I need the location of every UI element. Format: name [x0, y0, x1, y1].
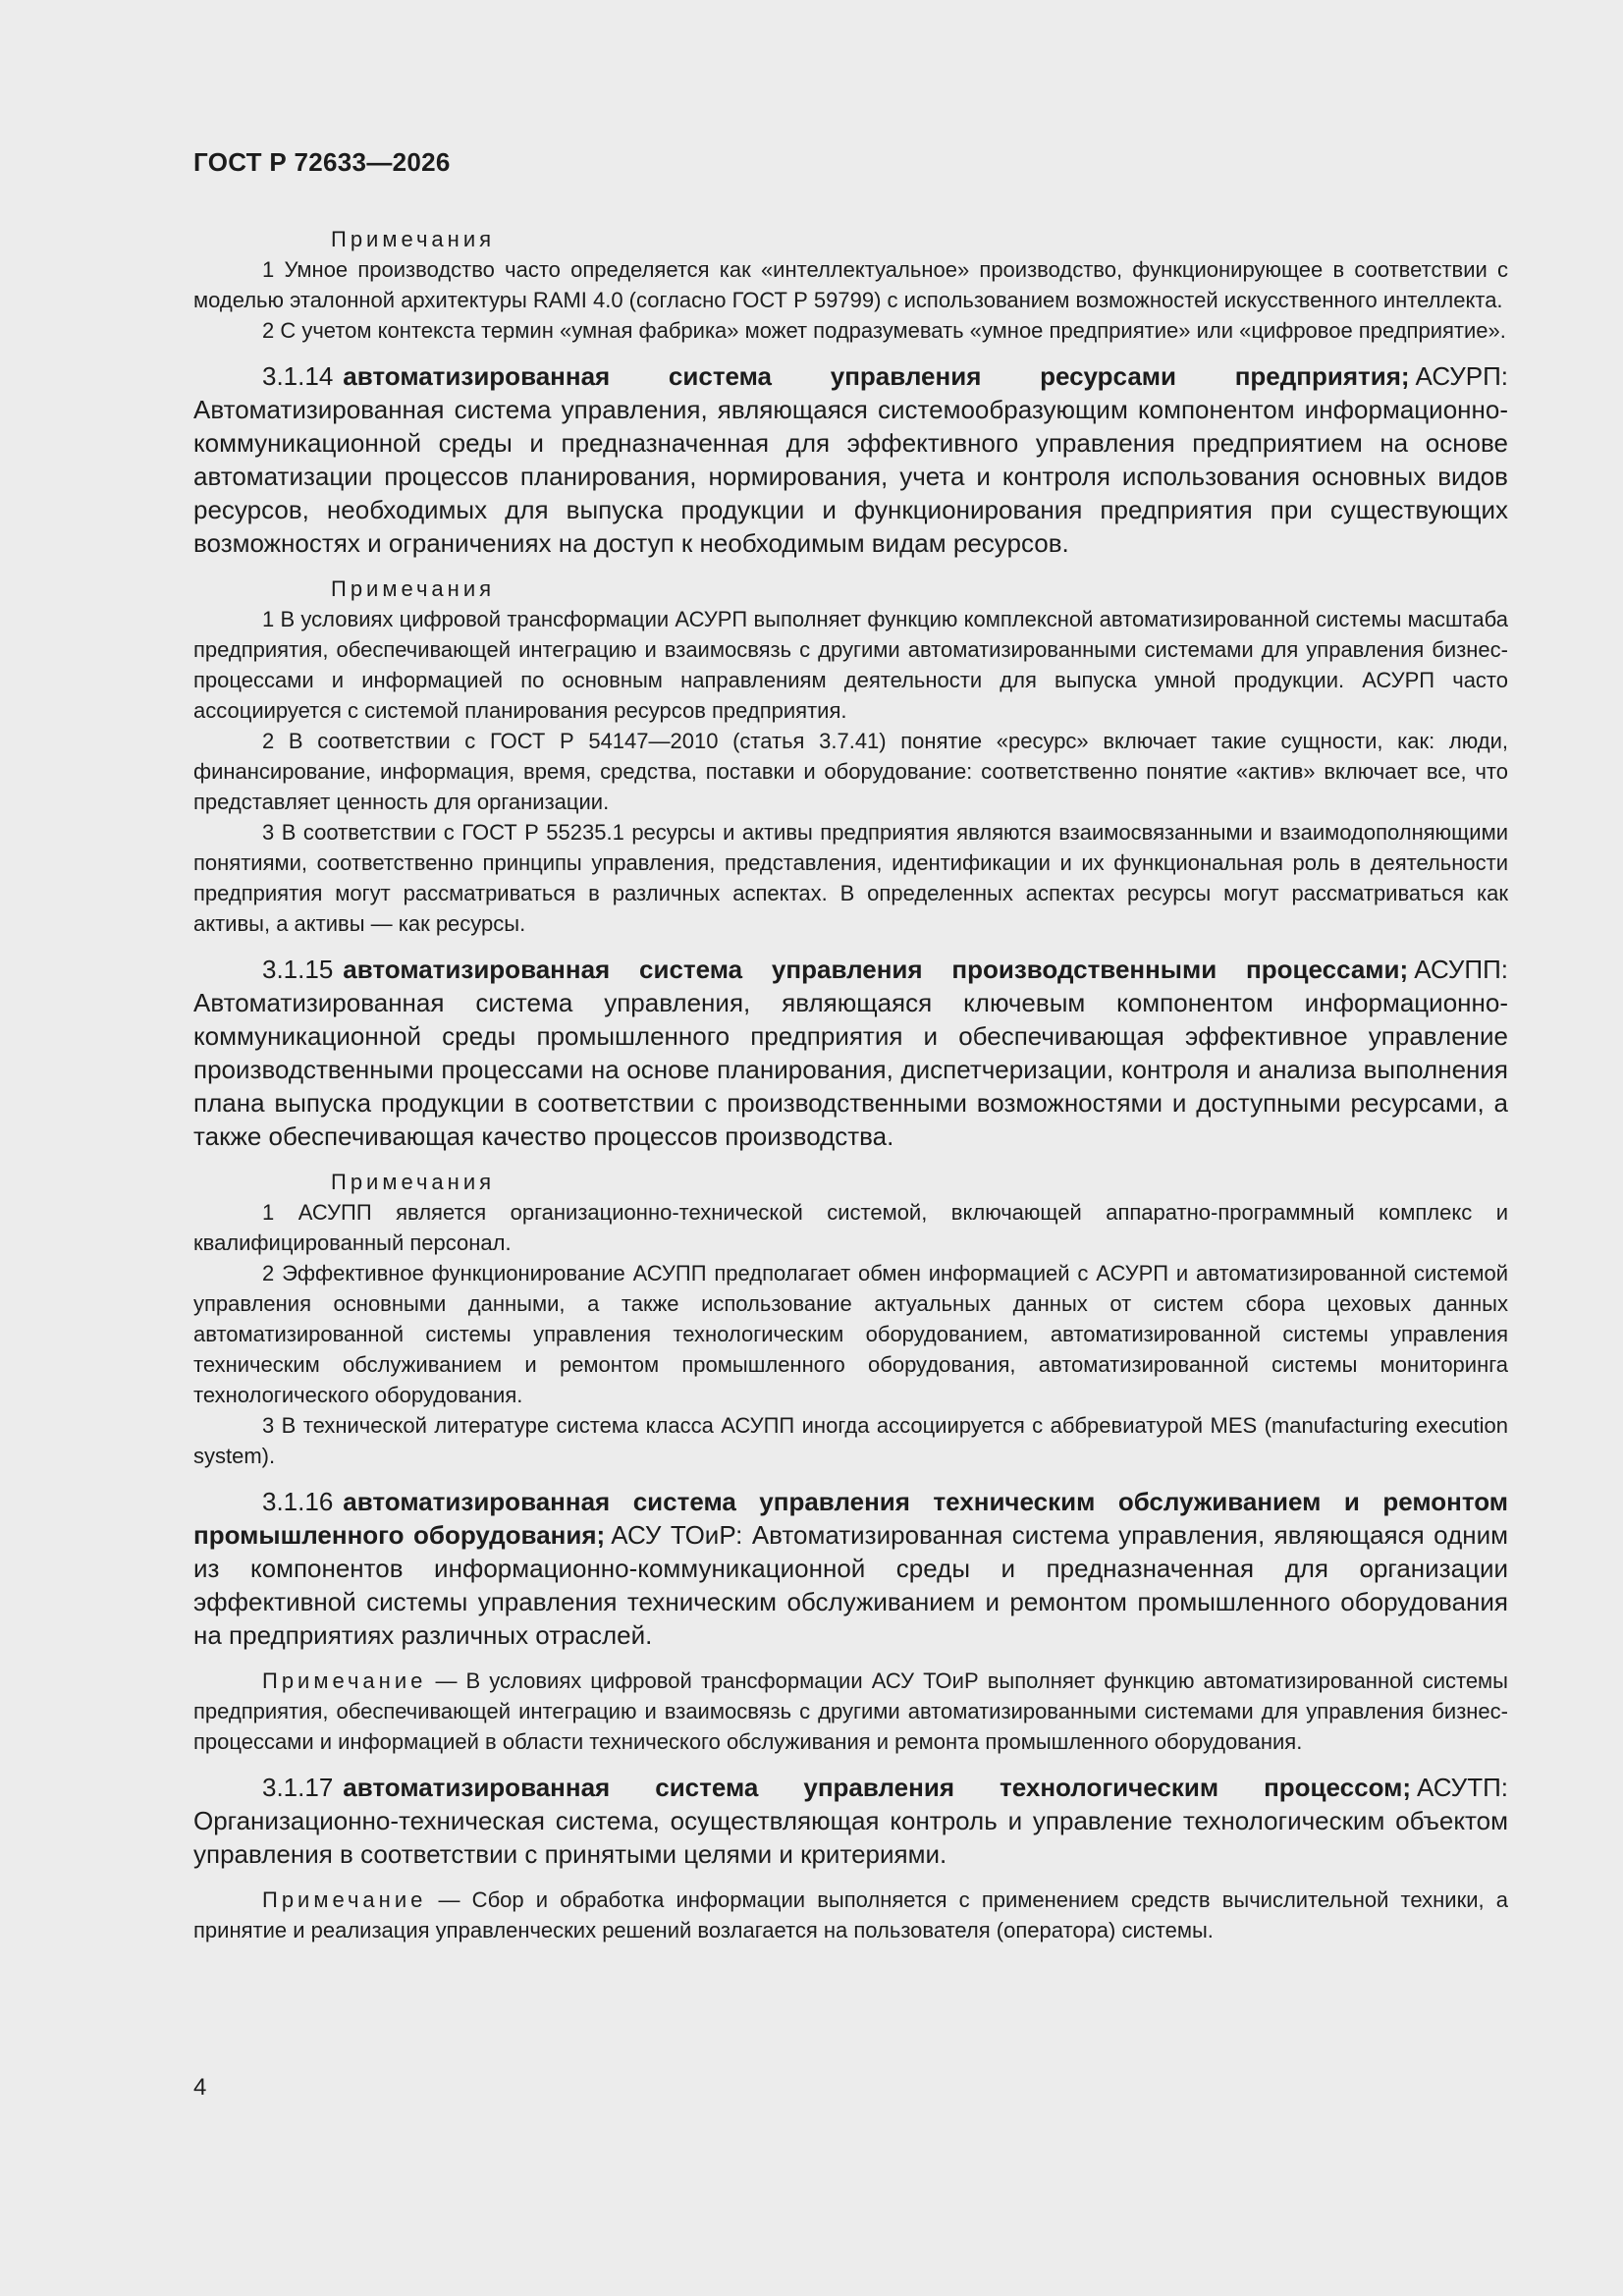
term-number: 3.1.15 [262, 955, 334, 984]
term-name: автоматизированная система управления ресурсами предприятия; [343, 361, 1410, 391]
note-item [193, 1666, 1508, 1757]
term-abbreviation: АСУРП: [1415, 361, 1508, 391]
note-title: Примечание [262, 1668, 427, 1693]
term-definition: Автоматизированная система управления, являющаяся ключевым компонентом информационно-коммуникационной среды промышленного предприятия и обеспечивающая эффективное управление производственными процессами на основе планирования, диспетчеризации, контроля и анализа выполнения плана выпуска продукции в соответствии с производственными возможностями и доступными ресурсами, а также обеспечивающая качество процессов производства. [193, 988, 1508, 1151]
page-content [193, 224, 1508, 1945]
note-item: 3 В соответствии с ГОСТ Р 55235.1 ресурсы и активы предприятия являются взаимосвязанными и взаимодополняющими понятиями, соответственно принципы управления, представления, идентификации и их функциональная роль в деятельности предприятия могут рассматриваться в различных аспектах. В определенных аспектах ресурсы могут рассматриваться как активы, а активы — как ресурсы. [193, 820, 1508, 936]
document-code: ГОСТ Р 72633—2026 [193, 147, 451, 177]
note-item: 1 Умное производство часто определяется как «интеллектуальное» производство, функционирующее в соответствии с моделью эталонной архитектуры RAMI 4.0 (согласно ГОСТ Р 59799) с использованием возможностей искусственного интеллекта. [193, 257, 1508, 312]
term-number: 3.1.14 [262, 361, 334, 391]
term-name: автоматизированная система управления производственными процессами; [343, 955, 1409, 984]
notes-title: Примечания [331, 227, 496, 251]
term-definition: Организационно-техническая система, осуществляющая контроль и управление технологическим объектом управления в соответствии с принятыми целями и критериями. [193, 1806, 1508, 1869]
notes-3-1-14 [193, 574, 1508, 939]
term-number: 3.1.17 [262, 1773, 334, 1802]
note-text: — Сбор и обработка информации выполняется с применением средств вычислительной техники, а принятие и реализация управленческих решений возлагается на пользователя (оператора) системы. [193, 1887, 1508, 1942]
term-abbreviation: АСУТП: [1417, 1773, 1508, 1802]
notes-3-1-15 [193, 1167, 1508, 1471]
term-number: 3.1.16 [262, 1487, 334, 1516]
note-item: 2 Эффективное функционирование АСУПП предполагает обмен информацией с АСУРП и автоматизированной системой управления основными данными, а также использование актуальных данных от систем сбора цеховых данных автоматизированной системы управления технологическим оборудованием, автоматизированной системы управления техническим обслуживанием и ремонтом промышленного оборудования, автоматизированной системы мониторинга технологического оборудования. [193, 1261, 1508, 1407]
note-item: 1 В условиях цифровой трансформации АСУРП выполняет функцию комплексной автоматизированной системы масштаба предприятия, обеспечивающей интеграцию и взаимосвязь с другими автоматизированными системами для управления бизнес-процессами и информацией по основным направлениям деятельности для выпуска умной продукции. АСУРП часто ассоциируется с системой планирования ресурсов предприятия. [193, 607, 1508, 723]
term-name: автоматизированная система управления техническим обслуживанием и ремонтом промышленного оборудования; [193, 1487, 1508, 1550]
note-item [193, 1885, 1508, 1945]
term-abbreviation: АСУ ТОиР: [611, 1520, 743, 1550]
note-title: Примечание [262, 1887, 427, 1912]
notes-title: Примечания [331, 576, 496, 601]
term-definition: Автоматизированная система управления, являющаяся одним из компонентов информационно-коммуникационной среды и предназначенная для организации эффективной системы управления техническим обслуживанием и ремонтом промышленного оборудования на предприятиях различных отраслей. [193, 1520, 1508, 1650]
notes-title: Примечания [331, 1170, 496, 1194]
term-3-1-16 [193, 1485, 1508, 1652]
term-abbreviation: АСУПП: [1414, 955, 1508, 984]
term-name: автоматизированная система управления технологическим процессом; [343, 1773, 1411, 1802]
term-definition: Автоматизированная система управления, являющаяся системообразующим компонентом информационно-коммуникационной среды и предназначенная для эффективного управления предприятием на основе автоматизации процессов планирования, нормирования, учета и контроля использования основных видов ресурсов, необходимых для выпуска продукции и функционирования предприятия при существующих возможностях и ограничениях на доступ к необходимым видам ресурсов. [193, 395, 1508, 558]
note-item: 2 В соответствии с ГОСТ Р 54147—2010 (статья 3.7.41) понятие «ресурс» включает такие сущности, как: люди, финансирование, информация, время, средства, поставки и оборудование: соответственно понятие «актив» включает все, что представляет ценность для организации. [193, 729, 1508, 814]
note-item: 3 В технической литературе система класса АСУПП иногда ассоциируется с аббревиатурой MES (manufacturing execution system). [193, 1413, 1508, 1468]
note-item: 1 АСУПП является организационно-технической системой, включающей аппаратно-программный комплекс и квалифицированный персонал. [193, 1200, 1508, 1255]
term-3-1-14 [193, 359, 1508, 560]
note-text: — В условиях цифровой трансформации АСУ ТОиР выполняет функцию автоматизированной системы предприятия, обеспечивающей интеграцию и взаимосвязь с другими автоматизированными системами для управления бизнес-процессами и информацией в области технического обслуживания и ремонта промышленного оборудования. [193, 1668, 1508, 1754]
note-3-1-16 [193, 1666, 1508, 1757]
notes-intro [193, 224, 1508, 346]
term-3-1-15 [193, 953, 1508, 1153]
note-3-1-17 [193, 1885, 1508, 1945]
page-number: 4 [193, 2074, 207, 2101]
term-3-1-17 [193, 1771, 1508, 1871]
note-item: 2 С учетом контекста термин «умная фабрика» может подразумевать «умное предприятие» или «цифровое предприятие». [262, 318, 1506, 343]
